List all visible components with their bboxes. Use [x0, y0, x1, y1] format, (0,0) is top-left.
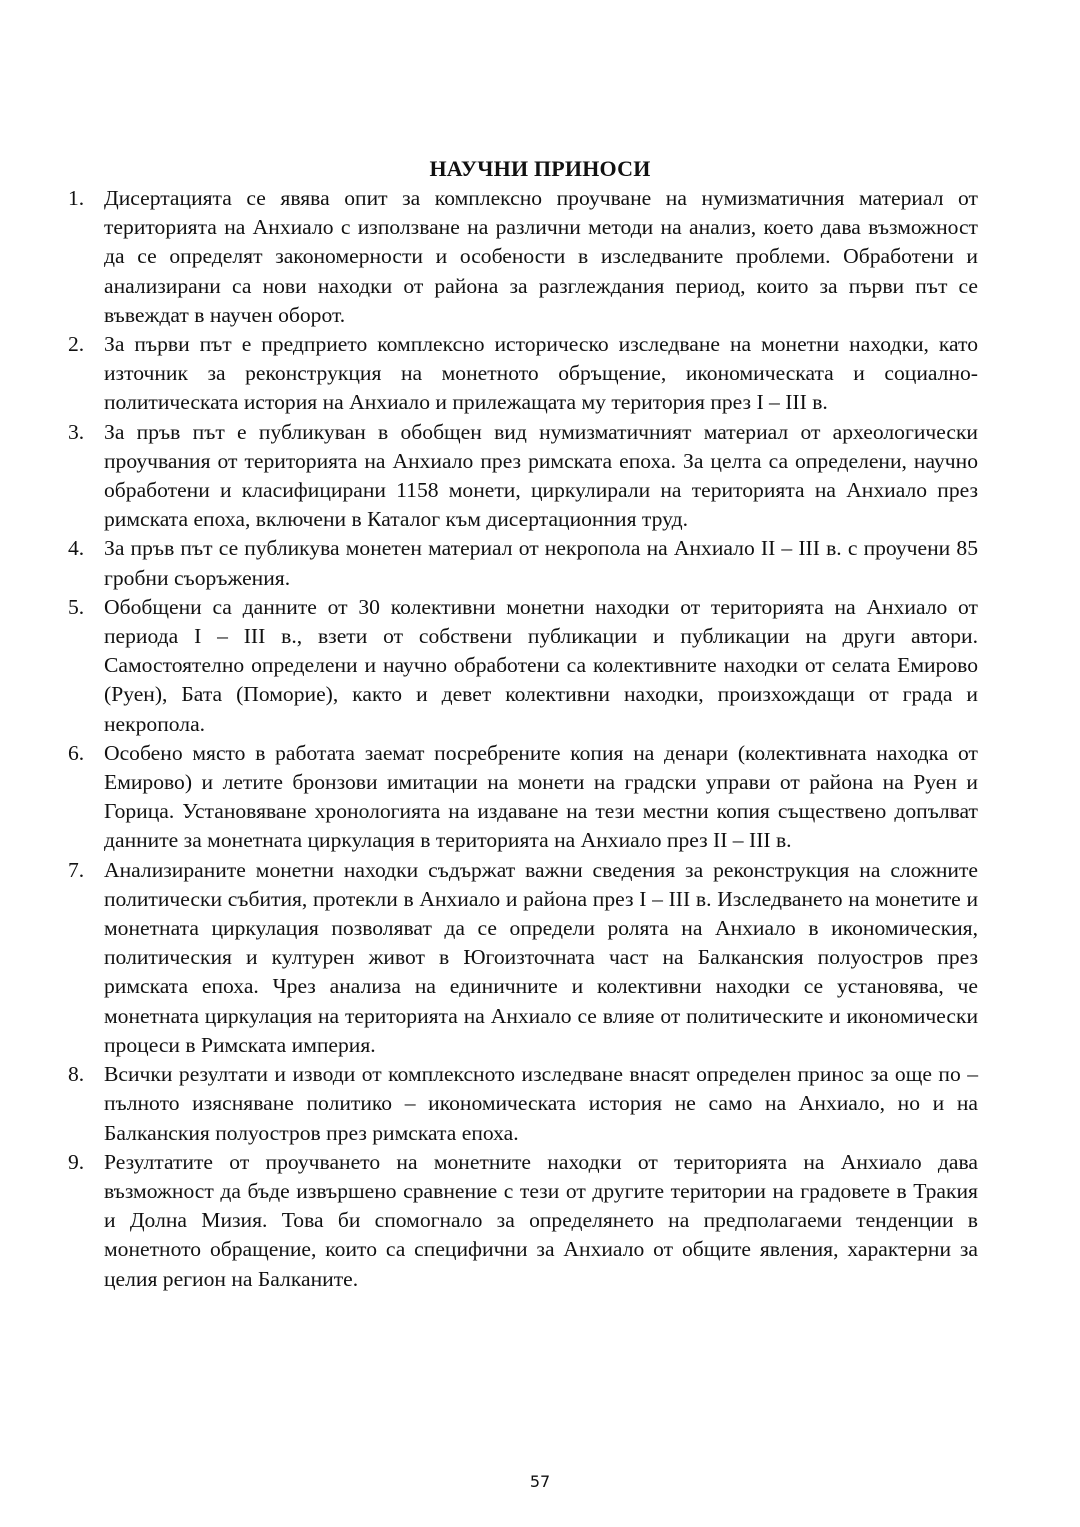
list-item	[68, 593, 978, 739]
item-text: Всички резултати и изводи от комплексното изследване внасят определен принос за още по – пълното изясняване политико – икономическата история не само на Анхиало, но и на Балканския полуостров през римската епоха.	[104, 1062, 978, 1145]
item-number: 1.	[68, 186, 85, 210]
item-text: За първи път е предприето комплексно историческо изследване на монетни находки, като източник за реконструкция на монетното обръщение, икономическата и социално-политическата история на Анхиало и прилежащата му територия през I – III в.	[104, 332, 978, 415]
item-number: 9.	[68, 1149, 85, 1174]
list-item	[68, 330, 978, 418]
item-number: 7.	[68, 857, 85, 882]
item-text: Особено място в работата заемат посребрените копия на денари (колективната находка от Емирово) и летите бронзови имитации на монети на градски управи от района на Руен и Горица. Установяване хронологията на издаване на тези местни копия съществено допълват данните за монетната циркулация в територията на Анхиало през II – III в.	[104, 740, 978, 853]
page-number: 57	[529, 1472, 551, 1491]
list-item	[68, 1148, 978, 1294]
contributions-list	[68, 184, 978, 1294]
item-number: 2.	[68, 332, 85, 357]
item-text: За пръв път се публикува монетен материал от некропола на Анхиало II – III в. с проучени 85 гробни съоръжения.	[104, 536, 978, 590]
item-number: 6.	[68, 740, 85, 765]
item-number: 8.	[68, 1062, 85, 1087]
item-number: 4.	[68, 536, 85, 561]
list-item	[68, 418, 978, 535]
page-title: НАУЧНИ ПРИНОСИ	[429, 156, 651, 181]
item-number: 3.	[68, 419, 85, 444]
list-item	[68, 534, 978, 592]
list-item	[68, 1060, 978, 1148]
item-text: Анализираните монетни находки съдържат важни сведения за реконструкция на сложните политически събития, протекли в Анхиало и района през I – III в. Изследването на монетите и монетната циркулация позволяват да се определи ролята на Анхиало в икономическия, политическия и културен живот в Югоизточната част на Балканския полуостров през римската епоха. Чрез анализа на единичните и колективни находки се установява, че монетната циркулация на територията на Анхиало се влияе от политическите и икономически процеси в Римската империя.	[104, 857, 978, 1057]
list-item	[68, 739, 978, 856]
item-number: 5.	[68, 594, 85, 619]
item-text: За пръв път е публикуван в обобщен вид нумизматичният материал от археологически проучвания от територията на Анхиало през римската епоха. За целта са определени, научно обработени и класифицирани 1158 монети, циркулирали на територията на Анхиало през римската епоха, включени в Каталог към дисертационния труд.	[104, 419, 978, 532]
list-item	[68, 184, 978, 330]
item-text: Резултатите от проучването на монетните находки от територията на Анхиало дава възможност да бъде извършено сравнение с тези от другите територии на градовете в Тракия и Долна Мизия. Това би спомогнало за определянето на предполагаеми тенденции в монетното обращение, които са специфични за Анхиало от общите явления, характерни за целия регион на Балканите.	[104, 1149, 978, 1291]
list-item	[68, 856, 978, 1060]
item-text: Дисертацията се явява опит за комплексно проучване на нумизматичния материал от територията на Анхиало с използване на различни методи на анализ, което дава възможност да се определят закономерности и особености в изследваните проблеми. Обработени и анализирани са нови находки от района за разглеждания период, които за първи път се въвеждат в научен оборот.	[104, 186, 978, 327]
item-text: Обобщени са данните от 30 колективни монетни находки от територията на Анхиало от периода I – III в., взети от собствени публикации и публикации на други автори. Самостоятелно определени и научно обработени са колективните находки от селата Емирово (Руен), Бата (Поморие), както и девет колективни находки, произхождащи от града и некропола.	[104, 594, 978, 736]
